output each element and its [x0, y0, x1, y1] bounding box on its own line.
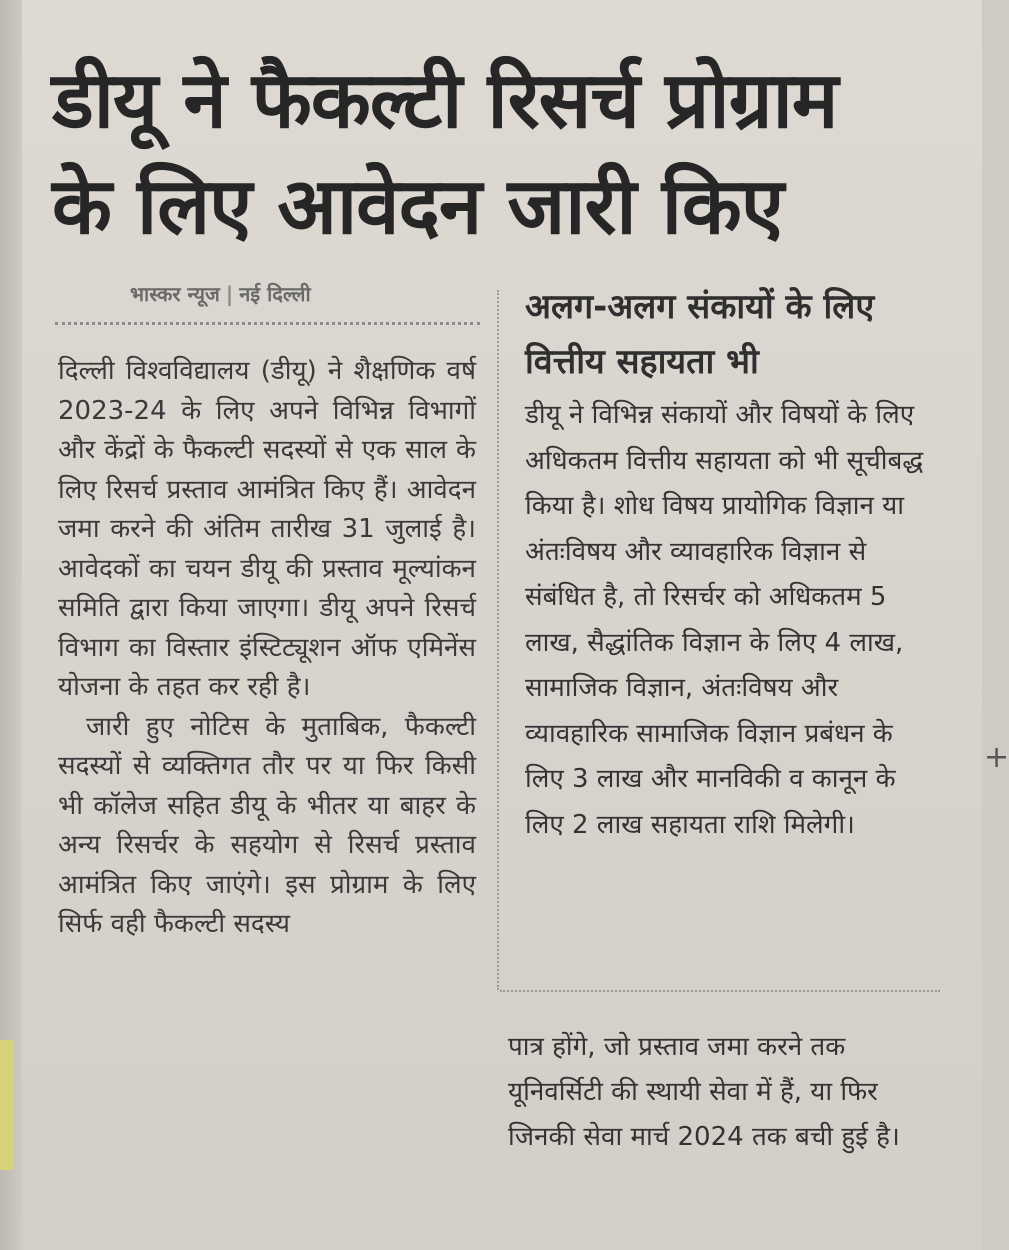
- article-paragraph-2: जारी हुए नोटिस के मुताबिक, फैकल्टी सदस्यों से व्यक्तिगत तौर पर या फिर किसी भी कॉलेज सहित डीयू के भीतर या बाहर के अन्य रिसर्चर के सहयोग से रिसर्च प्रस्ताव आमंत्रित किए जाएंगे। इस प्रोग्राम के लिए सिर्फ वही फैकल्टी सदस्य: [58, 711, 476, 939]
- headline: [52, 48, 952, 260]
- byline-source: भास्कर न्यूज: [130, 282, 220, 306]
- sidebar-bottom-divider: [500, 990, 940, 992]
- column-divider: [497, 290, 499, 990]
- byline-place: नई दिल्ली: [239, 282, 311, 306]
- sidebar-body: डीयू ने विभिन्न संकायों और विषयों के लिए अधिकतम वित्तीय सहायता को भी सूचीबद्ध किया है। शोध विषय प्रायोगिक विज्ञान या अंतःविषय और व्यावहारिक विज्ञान से संबंधित है, तो रिसर्चर को अधिकतम 5 लाख, सैद्धांतिक विज्ञान के लिए 4 लाख, सामाजिक विज्ञान, अंतःविषय और व्यावहारिक सामाजिक विज्ञान प्रबंधन के लिए 3 लाख और मानविकी व कानून के लिए 2 लाख सहायता राशि मिलेगी।: [525, 400, 924, 840]
- headline-line-2: के लिए आवेदन जारी किए: [52, 162, 783, 252]
- article-continuation: पात्र होंगे, जो प्रस्ताव जमा करने तक यूनिवर्सिटी की स्थायी सेवा में हैं, या फिर जिनकी सेवा मार्च 2024 तक बची हुई है।: [508, 1032, 900, 1152]
- sidebar-heading: अलग-अलग संकायों के लिए वित्तीय सहायता भी: [525, 287, 875, 382]
- article-paragraph-1: दिल्ली विश्वविद्यालय (डीयू) ने शैक्षणिक वर्ष 2023-24 के लिए अपने विभिन्न विभागों और केंद्रों के फैकल्टी सदस्यों से एक साल के लिए रिसर्च प्रस्ताव आमंत्रित किए हैं। आवेदन जमा करने की अंतिम तारीख 31 जुलाई है। आवेदकों का चयन डीयू की प्रस्ताव मूल्यांकन समिति द्वारा किया जाएगा। डीयू अपने रिसर्च विभाग का विस्तार इंस्टिट्यूशन ऑफ एमिनेंस योजना के तहत कर रही है।: [58, 356, 476, 702]
- byline-separator: |: [225, 282, 234, 306]
- main-article-body: [58, 352, 476, 945]
- byline-divider: [55, 322, 480, 325]
- byline: [130, 280, 311, 307]
- crop-mark: +: [984, 740, 1009, 775]
- background-strip: [0, 1040, 14, 1170]
- headline-line-1: डीयू ने फैकल्टी रिसर्च प्रोग्राम: [52, 56, 838, 146]
